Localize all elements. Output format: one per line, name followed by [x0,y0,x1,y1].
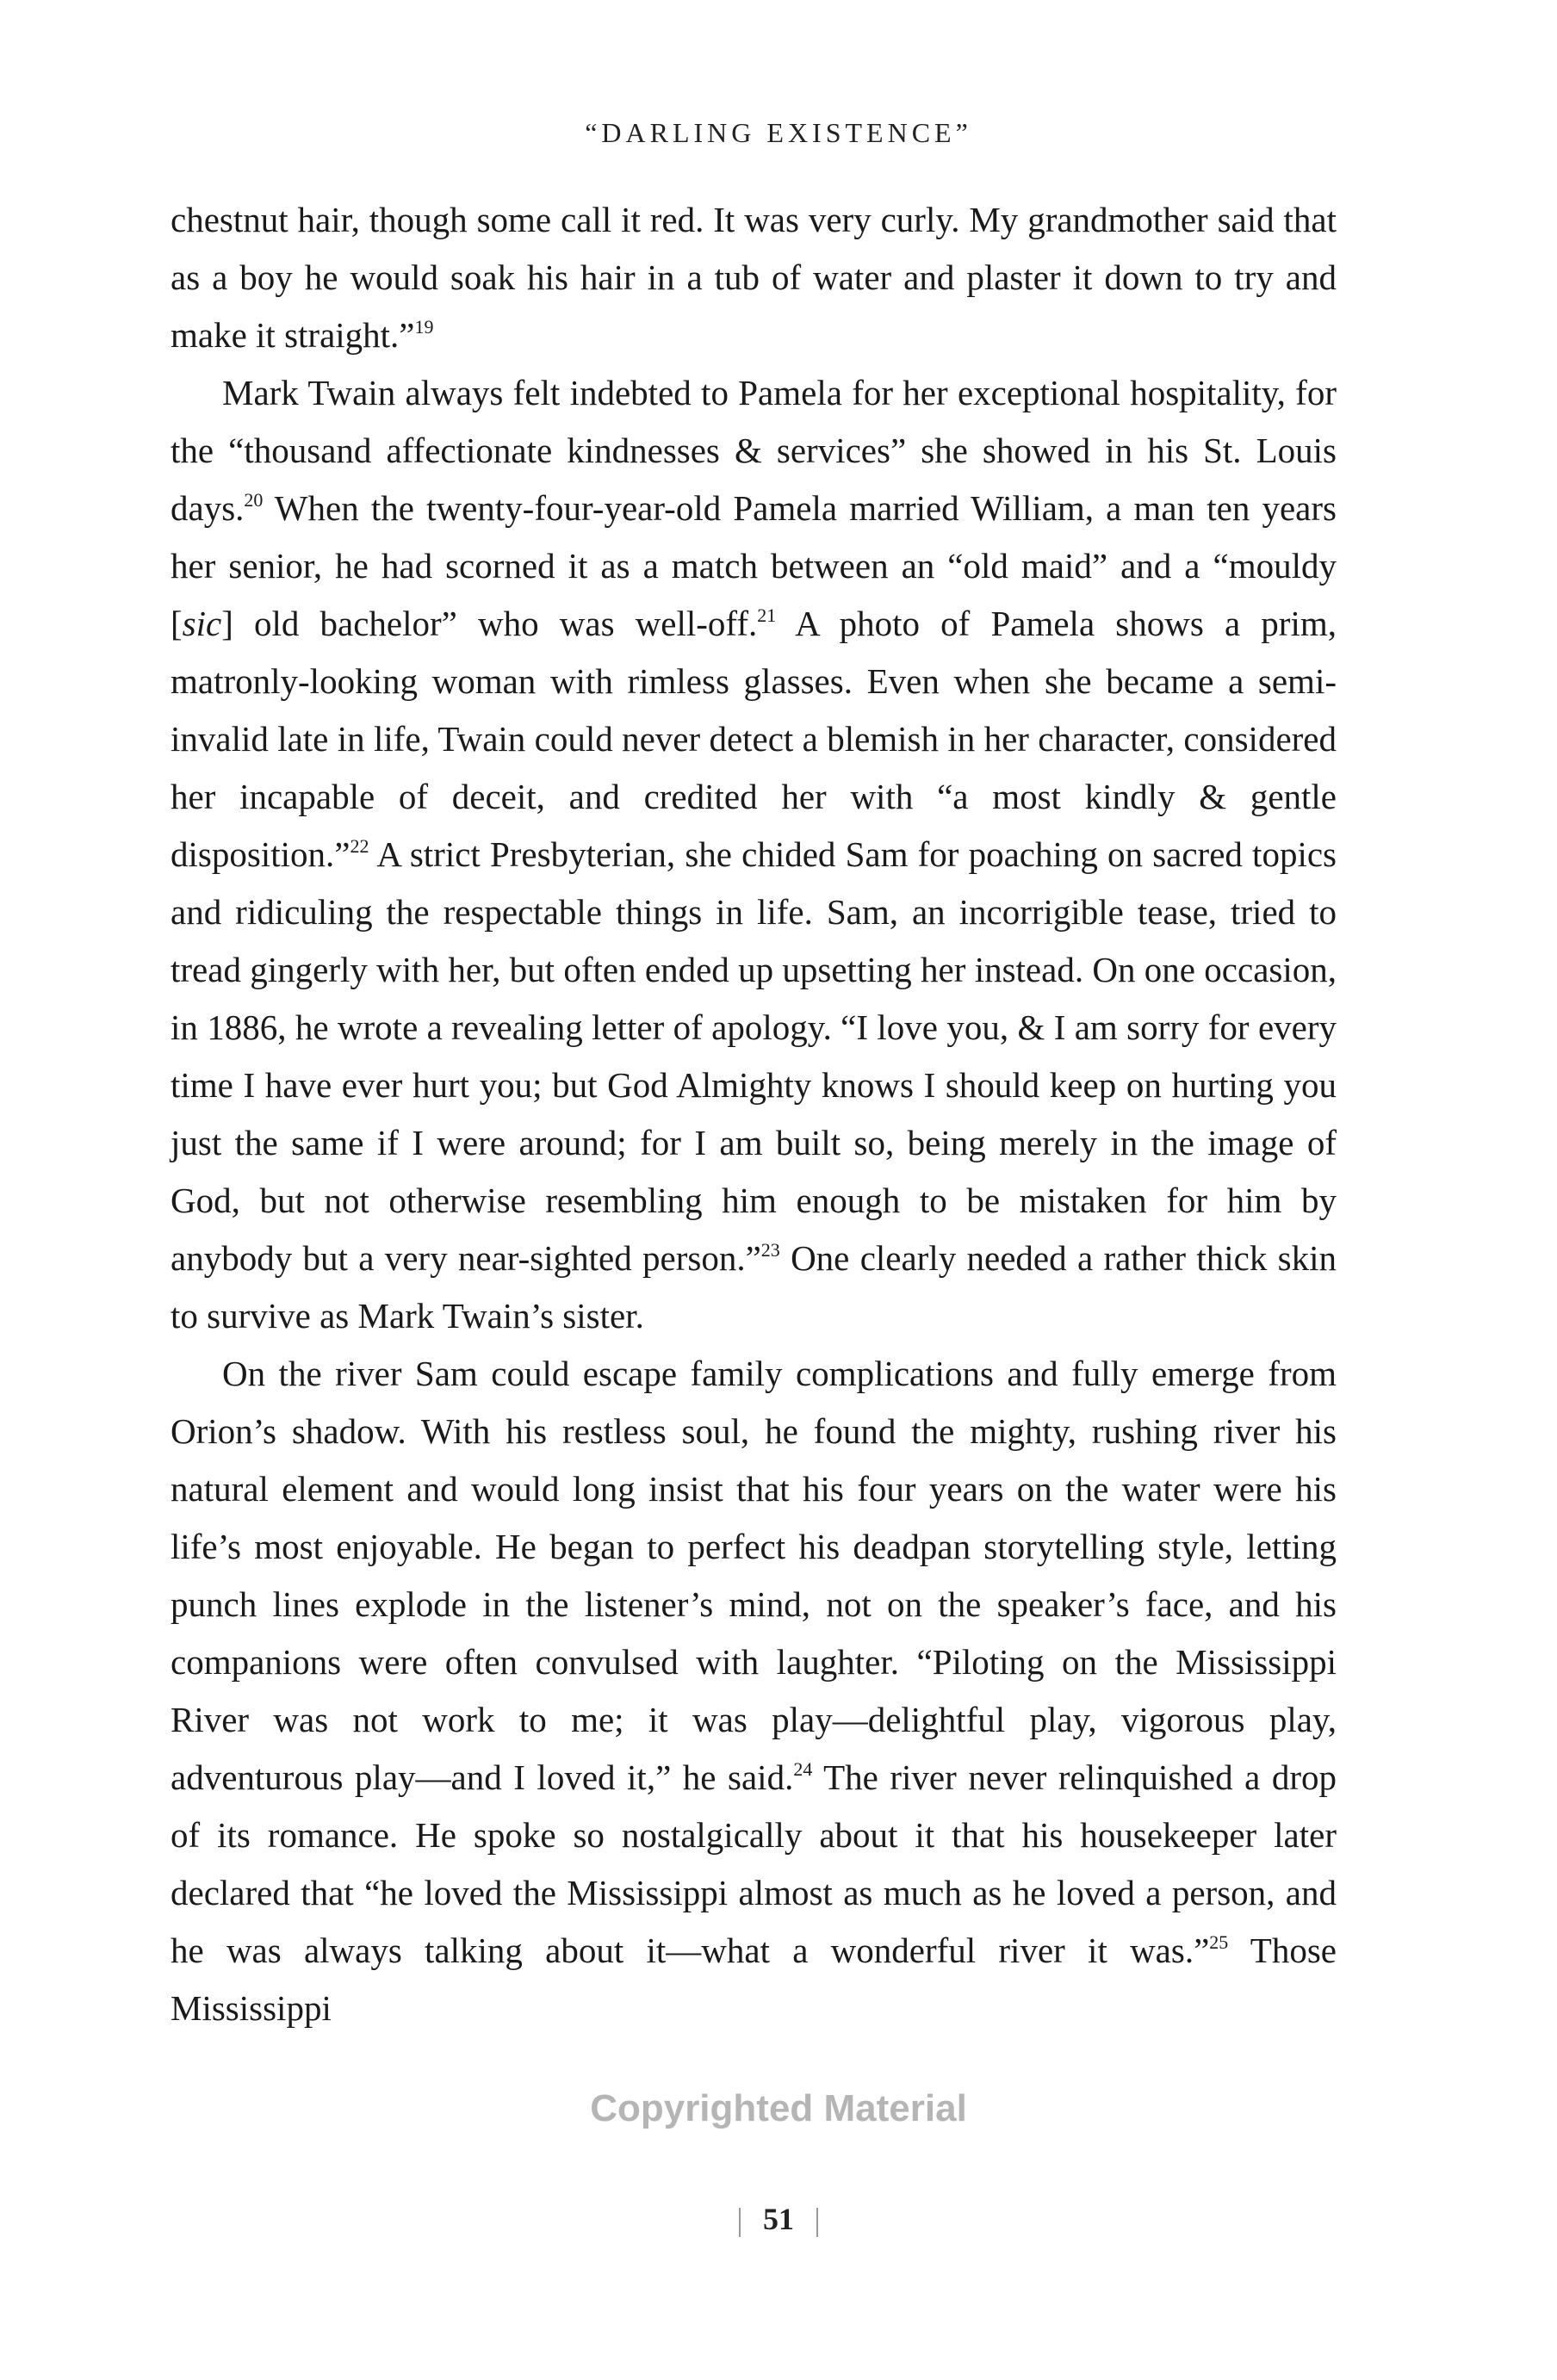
text-run: On the river Sam could escape family complications and fully emerge from Orion’s shadow. With his restless soul, he found the mighty, rushing river his natural element and would long insist that his four years on the water were his life’s most enjoyable. He began to perfect his deadpan storytelling style, letting punch lines explode in the listener’s mind, not on the speaker’s face, and his companions were often convulsed with laughter. “Piloting on the Mississippi River was not work to me; it was play—delightful play, vigorous play, adventurous play—and I loved it,” he said. [171,1354,1337,1797]
page-number-footer [0,2201,1557,2237]
text-run: When the twenty-four-year-old Pamela married William, a man ten years her senior, he had scorned it as a match between an “old maid” and a “mouldy [ [171,488,1337,643]
folio-left-rule [739,2208,741,2237]
italic-text: sic [182,604,222,643]
footnote-ref: 20 [244,489,264,511]
text-run: ] old bachelor” who was well-off. [221,604,758,643]
footnote-ref: 25 [1209,1931,1229,1953]
footnote-ref: 22 [350,835,369,857]
copyright-watermark: Copyrighted Material [590,2087,967,2129]
paragraph [171,1345,1337,2037]
page-number: 51 [763,2202,794,2236]
footnote-ref: 24 [793,1758,813,1780]
paragraph [171,191,1337,364]
text-run: chestnut hair, though some call it red. It was very curly. My grandmother said that as a boy he would soak his hair in a tub of water and plaster it down to try and make it straight.” [171,200,1337,355]
footnote-ref: 19 [414,316,434,338]
text-run: A strict Presbyterian, she chided Sam for poaching on sacred topics and ridiculing the respectable things in life. Sam, an incorrigible tease, tried to tread gingerly with her, but often ended up upsetting her instead. On one occasion, in 1886, he wrote a revealing letter of apology. “I love you, & I am sorry for every time I have ever hurt you; but God Almighty knows I should keep on hurting you just the same if I were around; for I am built so, being merely in the image of God, but not otherwise resembling him enough to be mistaken for him by anybody but a very near-sighted person.” [171,834,1337,1278]
text-run: Mark Twain always felt indebted to Pamela for her exceptional hospitality, for the “thousand affectionate kindnesses & services” she showed in his St. Louis days. [171,373,1337,528]
running-head: “DARLING EXISTENCE” [585,117,972,148]
text-run: The river never relinquished a drop of its romance. He spoke so nostalgically about it that his housekeeper later declared that “he loved the Mississippi almost as much as he loved a person, and he was always talking about it—what a wonderful river it was.” [171,1757,1337,1970]
footnote-ref: 21 [757,604,777,626]
folio-right-rule [816,2208,818,2237]
paragraph [171,364,1337,1345]
body-text [171,191,1337,2037]
text-run: A photo of Pamela shows a prim, matronly-looking woman with rimless glasses. Even when she became a semi-invalid late in life, Twain could never detect a blemish in her character, considered her incapable of deceit, and credited her with “a most kindly & gentle disposition.” [171,604,1337,874]
text-run: One clearly needed a rather thick skin to survive as Mark Twain’s sister. [171,1238,1337,1336]
footnote-ref: 23 [760,1239,780,1261]
text-run: Those Mississippi [171,1931,1337,2028]
